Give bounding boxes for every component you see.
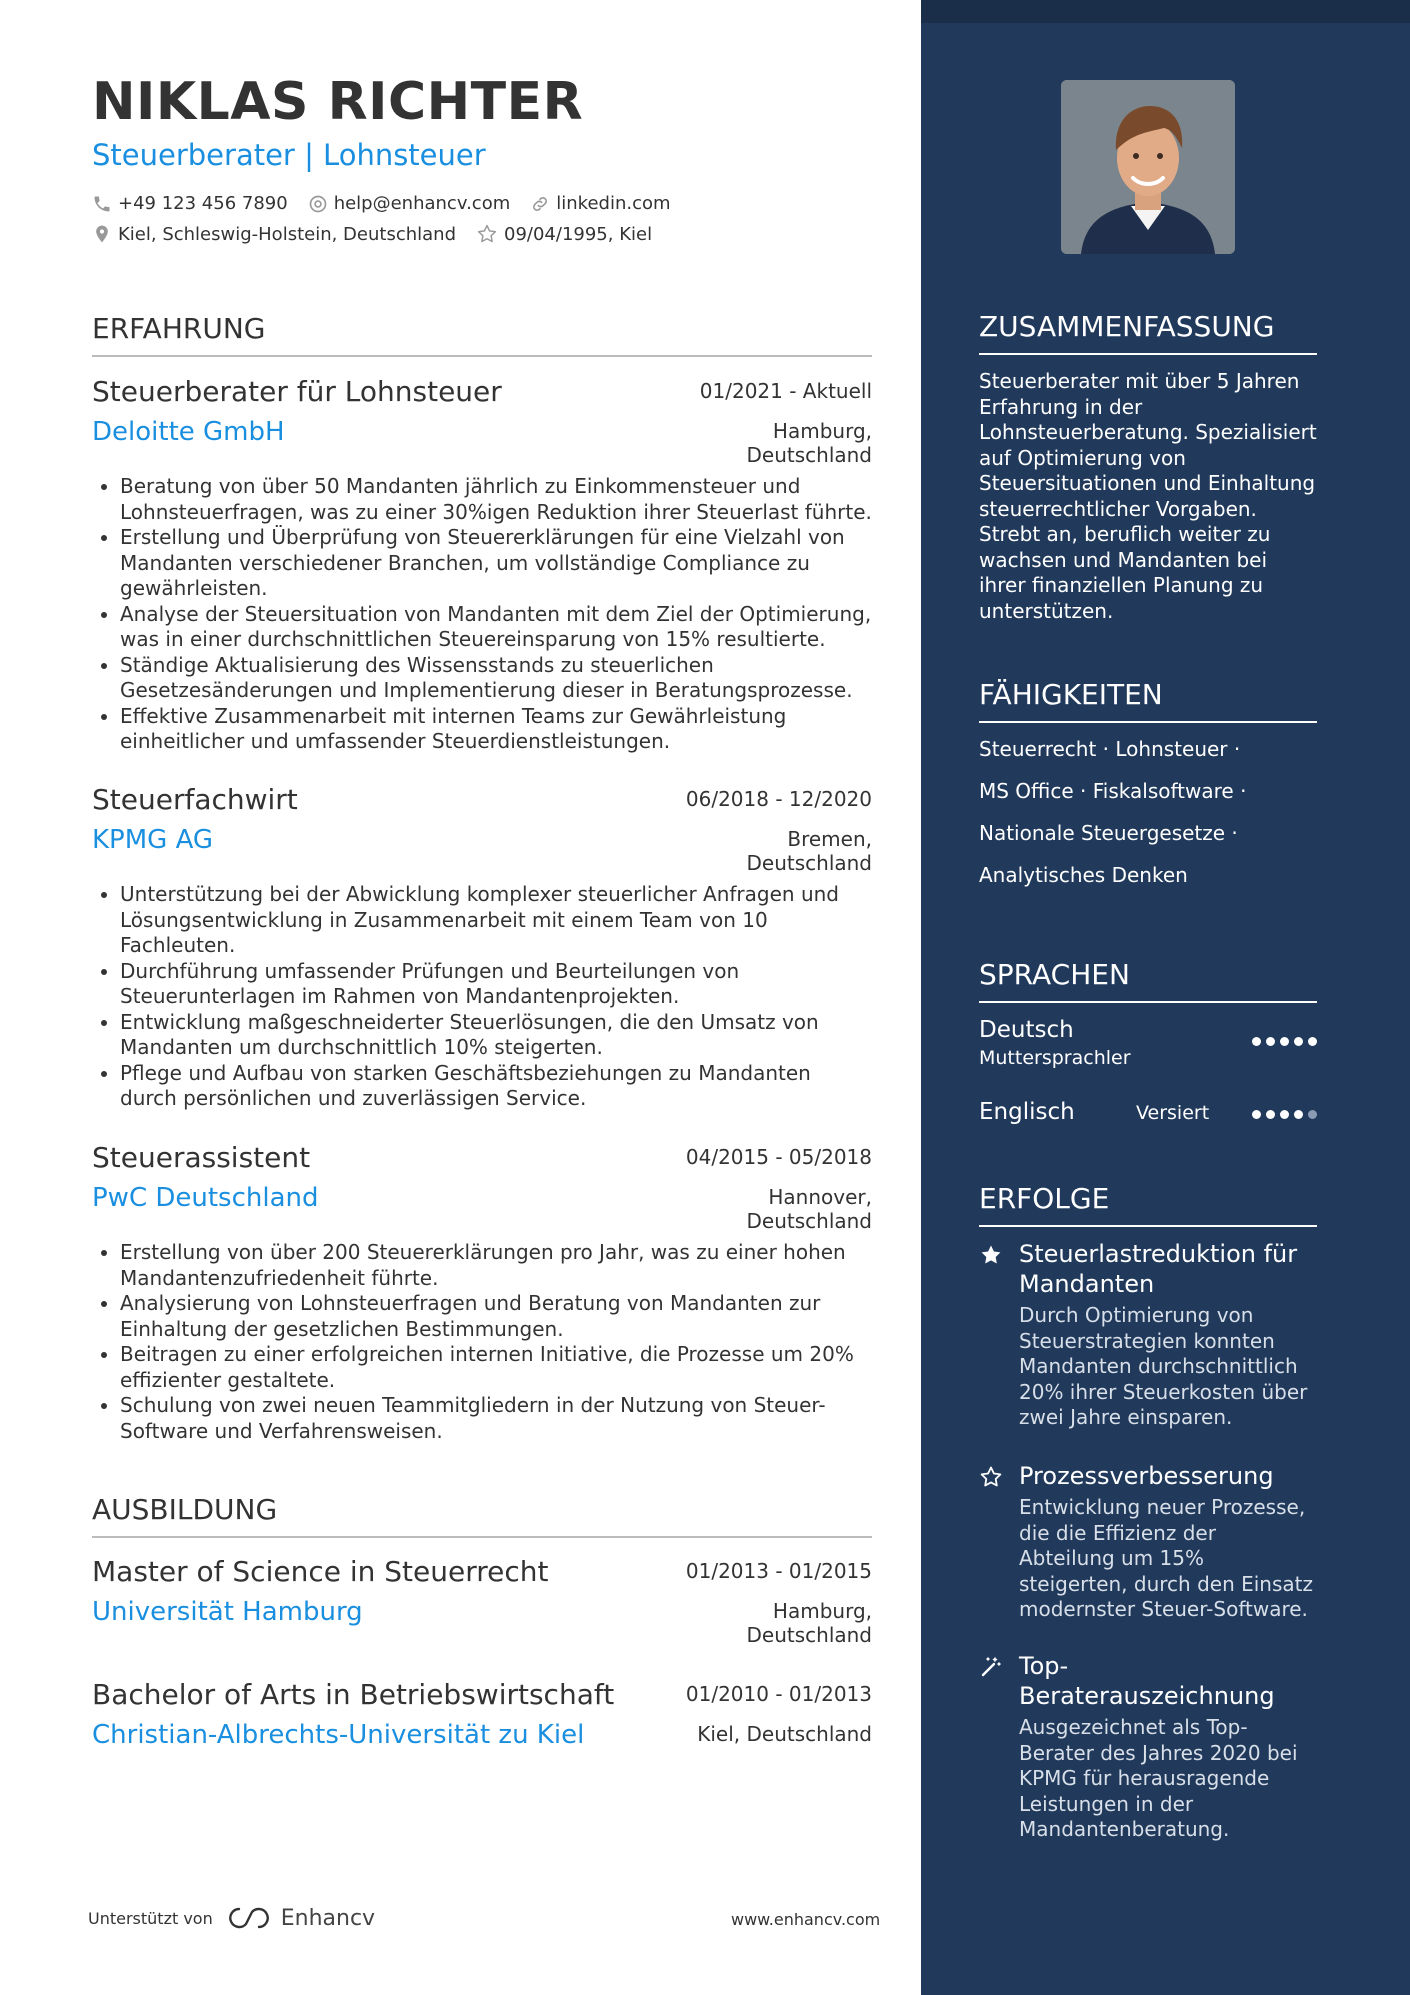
degree-title: Bachelor of Arts in Betriebswirtschaft	[92, 1678, 615, 1711]
contact-row-2	[92, 223, 672, 245]
job-location	[747, 1185, 873, 1233]
powered-by-text: Unterstützt von	[88, 1908, 213, 1928]
enhancv-logo-icon	[225, 1905, 273, 1931]
list-item: • Beratung von über 50 Mandanten jährlich zu Einkommensteuer und Lohnsteuerfragen, was zu einer 30%igen Reduktion ihrer Steuerlast führte.	[120, 474, 872, 525]
list-item: • Pflege und Aufbau von starken Geschäftsbeziehungen zu Mandanten durch persönlichen und zuverlässigen Service.	[120, 1061, 872, 1112]
language-name: Deutsch	[979, 1017, 1074, 1043]
star-outline-icon	[979, 1465, 1003, 1489]
school-name[interactable]: Christian-Albrechts-Universität zu Kiel	[92, 1720, 585, 1750]
language-level: Versiert	[1136, 1102, 1210, 1124]
list-item: • Unterstützung bei der Abwicklung komplexer steuerlicher Anfragen und Lösungsentwicklung in Zusammenarbeit mit einem Team von 10 Fachleuten.	[120, 882, 872, 959]
skill-line: Steuerrecht · Lohnsteuer ·	[979, 737, 1241, 761]
job-location-line-1: Hamburg,	[772, 419, 872, 443]
birth-item	[476, 223, 652, 245]
list-item: • Ständige Aktualisierung des Wissensstands zu steuerlichen Gesetzesänderungen und Implementierung dieser in Beratungsprozesse.	[120, 653, 872, 704]
education-date: 01/2013 - 01/2015	[685, 1559, 872, 1583]
headline: Steuerberater | Lohnsteuer	[92, 138, 486, 172]
company-name[interactable]: PwC Deutschland	[92, 1183, 319, 1213]
list-item: • Schulung von zwei neuen Teammitgliedern in der Nutzung von Steuer-Software und Verfahrensweisen.	[120, 1393, 872, 1444]
achievement-desc: Durch Optimierung von Steuerstrategien konnten Mandanten durchschnittlich 20% ihrer Steuerkosten über zwei Jahre einsparen.	[1019, 1303, 1308, 1429]
magic-wand-icon	[979, 1655, 1003, 1679]
achievements-section	[979, 1182, 1317, 1867]
achievement-title: Steuerlastreduktion für Mandanten	[1019, 1240, 1298, 1298]
language-rating	[1247, 1037, 1317, 1046]
job-location-line-2: Deutschland	[746, 443, 872, 467]
phone-text: +49 123 456 7890	[118, 193, 288, 214]
avatar	[1061, 80, 1235, 254]
company-name[interactable]: KPMG AG	[92, 825, 214, 855]
company-name[interactable]: Deloitte GmbH	[92, 417, 285, 447]
rating-dot	[1294, 1037, 1303, 1046]
birth-text: 09/04/1995, Kiel	[504, 223, 653, 245]
education-section-title: AUSBILDUNG	[92, 1493, 872, 1538]
education-location	[747, 1599, 873, 1647]
experience-section-title: ERFAHRUNG	[92, 312, 872, 357]
experience-bullets-3	[92, 1240, 872, 1444]
education-location	[697, 1722, 872, 1746]
summary-text: Steuerberater mit über 5 Jahren Erfahrung in der Lohnsteuerberatung. Spezialisiert auf Optimierung von Steuersituationen und Einhaltung steuerrechtlicher Vorgaben. Strebt an, beruflich weiter zu wachsen und Mandanten bei ihrer finanziellen Planung zu unterstützen.	[979, 369, 1317, 623]
list-item: • Analyse der Steuersituation von Mandanten mit dem Ziel der Optimierung, was in einer durchschnittlichen Steuereinsparung von 15% resultierte.	[120, 602, 872, 653]
education-location-line-2: Deutschland	[746, 1623, 872, 1647]
job-location-line-2: Deutschland	[746, 851, 872, 875]
achievement-desc: Entwicklung neuer Prozesse, die die Effizienz der Abteilung um 15% steigerten, durch den Einsatz modernster Steuer-Software.	[1019, 1495, 1313, 1621]
link-icon	[530, 194, 550, 214]
skills-section	[979, 678, 1317, 893]
location-text: Kiel, Schleswig-Holstein, Deutschland	[118, 223, 457, 245]
job-date: 06/2018 - 12/2020	[685, 787, 872, 811]
achievement-title: Prozessverbesserung	[1019, 1462, 1274, 1490]
list-item: • Erstellung und Überprüfung von Steuererklärungen für eine Vielzahl von Mandanten verschiedener Branchen, um vollständige Compliance zu gewährleisten.	[120, 525, 872, 602]
language-rating	[1247, 1110, 1317, 1119]
experience-bullets-2	[92, 882, 872, 1112]
list-item: • Entwicklung maßgeschneiderter Steuerlösungen, die den Umsatz von Mandanten um durchschnittlich 10% steigerten.	[120, 1010, 872, 1061]
rating-dot	[1280, 1110, 1289, 1119]
languages-section	[979, 958, 1317, 1123]
email-text[interactable]: help@enhancv.com	[333, 193, 511, 214]
job-title: Steuerfachwirt	[92, 783, 298, 816]
phone-item	[92, 193, 288, 214]
job-date: 01/2021 - Aktuell	[699, 379, 872, 403]
job-location	[747, 419, 873, 467]
footer-branding	[88, 1905, 375, 1931]
education-location-line-1: Kiel, Deutschland	[697, 1722, 872, 1746]
star-outline-icon	[476, 223, 498, 245]
achievements-title: ERFOLGE	[979, 1182, 1317, 1227]
candidate-name: NIKLAS RICHTER	[92, 72, 584, 132]
summary-title: ZUSAMMENFASSUNG	[979, 310, 1317, 355]
experience-bullets-1	[92, 474, 872, 755]
language-level: Muttersprachler	[979, 1047, 1131, 1069]
sidebar	[921, 0, 1410, 1995]
location-item	[92, 224, 456, 245]
sidebar-top-bar	[921, 0, 1410, 23]
job-location-line-2: Deutschland	[746, 1209, 872, 1233]
skill-line: MS Office · Fiskalsoftware ·	[979, 779, 1247, 803]
rating-dot	[1252, 1110, 1261, 1119]
rating-dot	[1266, 1037, 1275, 1046]
school-name[interactable]: Universität Hamburg	[92, 1597, 363, 1627]
list-item: • Erstellung von über 200 Steuererklärungen pro Jahr, was zu einer hohen Mandantenzufriedenheit führte.	[120, 1240, 872, 1291]
job-date: 04/2015 - 05/2018	[685, 1145, 872, 1169]
summary-section	[979, 310, 1317, 624]
footer-url[interactable]: www.enhancv.com	[731, 1910, 881, 1929]
contact-row-1	[92, 193, 691, 214]
location-pin-icon	[92, 224, 112, 244]
achievement-desc: Ausgezeichnet als Top-Berater des Jahres 2020 bei KPMG für herausragende Leistungen in der Mandantenberatung.	[1019, 1715, 1298, 1841]
education-location-line-1: Hamburg,	[772, 1599, 872, 1623]
list-item: • Durchführung umfassender Prüfungen und Beurteilungen von Steuerunterlagen im Rahmen von Mandantenprojekten.	[120, 959, 872, 1010]
rating-dot	[1308, 1037, 1317, 1046]
rating-dot	[1294, 1110, 1303, 1119]
job-title: Steuerassistent	[92, 1141, 311, 1174]
skill-line: Nationale Steuergesetze ·	[979, 821, 1238, 845]
rating-dot	[1266, 1110, 1275, 1119]
achievement-title: Top-Beraterauszeichnung	[1019, 1652, 1275, 1710]
at-icon	[308, 194, 328, 214]
email-item[interactable]	[308, 193, 511, 214]
list-item: • Analysierung von Lohnsteuerfragen und Beratung von Mandanten zur Einhaltung der gesetzlichen Bestimmungen.	[120, 1291, 872, 1342]
profile-photo	[1061, 80, 1235, 254]
skill-line: Analytisches Denken	[979, 863, 1188, 887]
linkedin-text[interactable]: linkedin.com	[556, 193, 671, 214]
education-date: 01/2010 - 01/2013	[685, 1682, 872, 1706]
job-location-line-1: Bremen,	[787, 827, 872, 851]
job-title: Steuerberater für Lohnsteuer	[92, 375, 502, 408]
language-name: Englisch	[979, 1099, 1075, 1125]
linkedin-item[interactable]	[530, 193, 670, 214]
job-location	[747, 827, 873, 875]
star-filled-icon	[979, 1243, 1003, 1267]
list-item: • Beitragen zu einer erfolgreichen internen Initiative, die Prozesse um 20% effizienter gestaltete.	[120, 1342, 872, 1393]
languages-title: SPRACHEN	[979, 958, 1317, 1003]
list-item: • Effektive Zusammenarbeit mit internen Teams zur Gewährleistung einheitlicher und umfassender Steuerdienstleistungen.	[120, 704, 872, 755]
rating-dot	[1308, 1110, 1317, 1119]
job-location-line-1: Hannover,	[768, 1185, 872, 1209]
phone-icon	[92, 194, 112, 214]
skills-title: FÄHIGKEITEN	[979, 678, 1317, 723]
degree-title: Master of Science in Steuerrecht	[92, 1555, 549, 1588]
rating-dot	[1280, 1037, 1289, 1046]
rating-dot	[1252, 1037, 1261, 1046]
brand-name: Enhancv	[280, 1905, 376, 1931]
